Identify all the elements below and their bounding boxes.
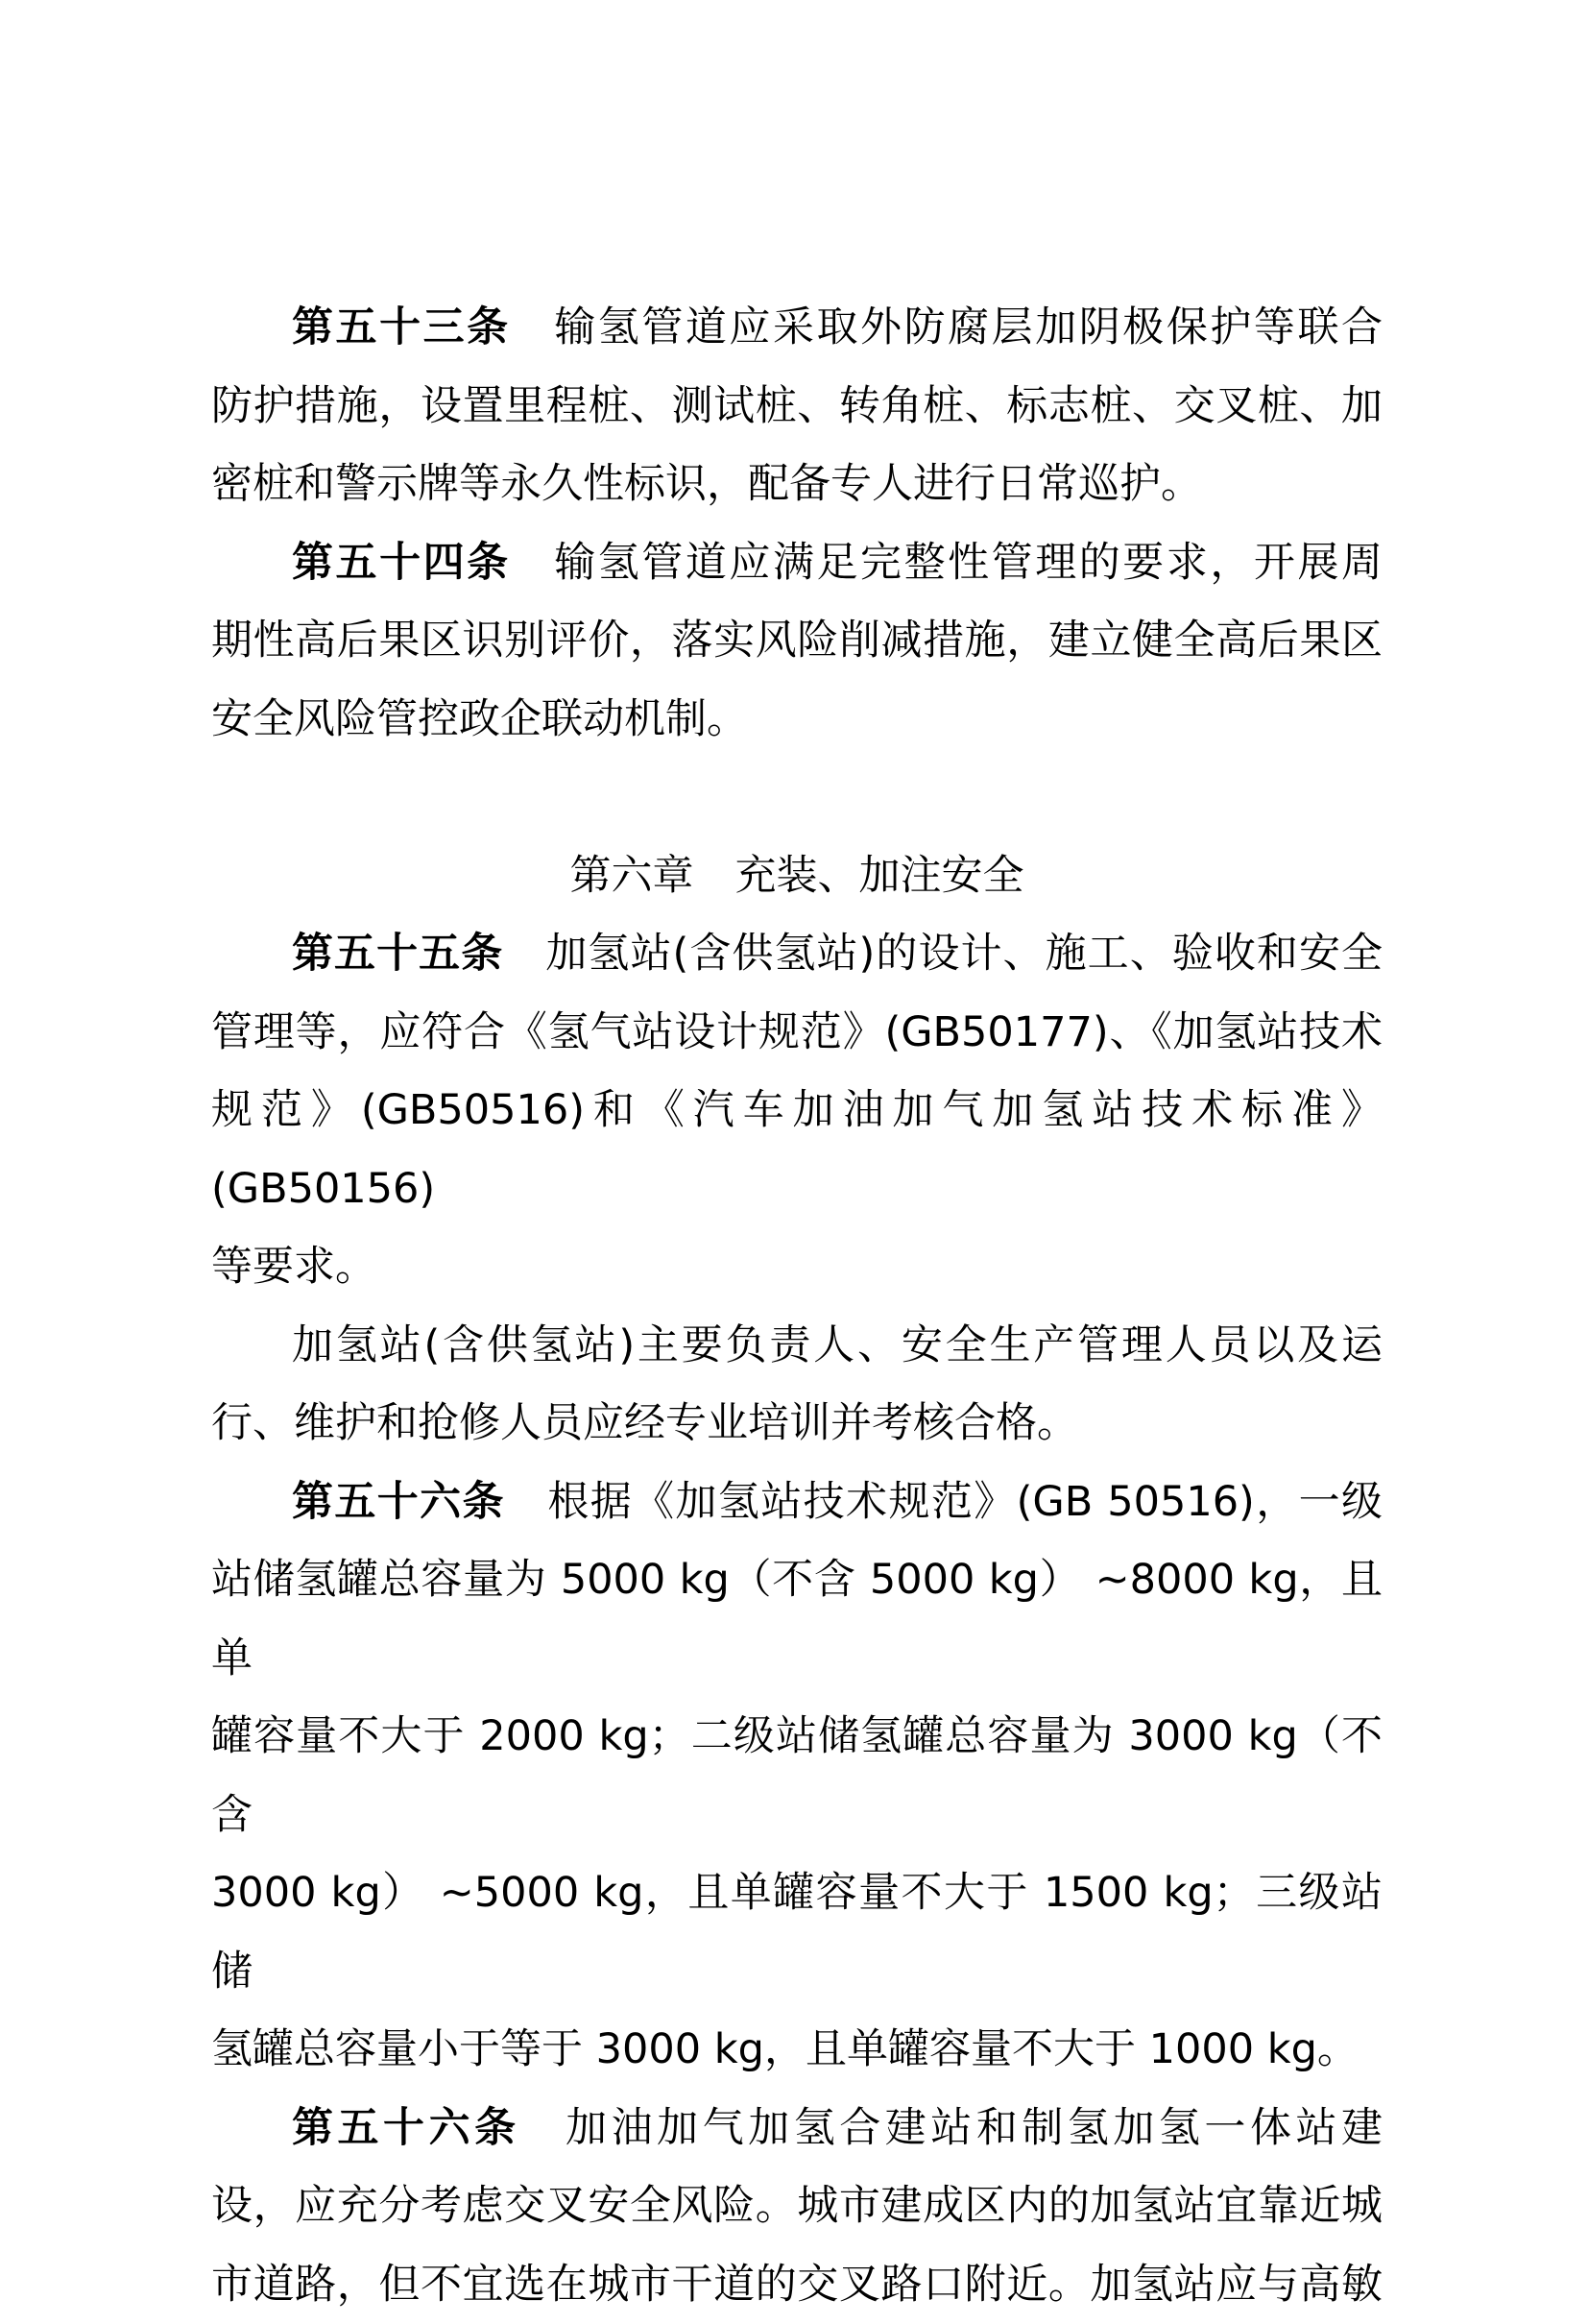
article-56-line-1-text: 根据《加氢站技术规范》(GB 50516)，一级	[505, 1478, 1383, 1526]
article-56b-number: 第五十六条	[292, 2104, 520, 2152]
article-56-number: 第五十六条	[292, 1478, 505, 1526]
article-55-line-1-text: 加氢站(含供氢站)的设计、施工、验收和安全	[503, 930, 1383, 978]
article-53-line-3: 密桩和警示牌等永久性标识，配备专人进行日常巡护。	[211, 446, 1383, 524]
article-54-number: 第五十四条	[292, 539, 511, 587]
article-56-line-3: 罐容量不大于 2000 kg；二级站储氢罐总容量为 3000 kg（不含	[211, 1698, 1383, 1854]
article-55-number: 第五十五条	[292, 930, 503, 978]
article-56b-line-2: 设，应充分考虑交叉安全风险。城市建成区内的加氢站宜靠近城	[211, 2167, 1383, 2246]
blank-line	[211, 759, 1383, 837]
article-55-line-2: 管理等，应符合《氢气站设计规范》(GB50177)、《加氢站技术	[211, 994, 1383, 1073]
article-54-line-3: 安全风险管控政企联动机制。	[211, 681, 1383, 760]
article-55-para-2-line-2: 行、维护和抢修人员应经专业培训并考核合格。	[211, 1385, 1383, 1464]
article-53-line-1	[211, 289, 1383, 368]
chapter-6-heading: 第六章 充装、加注安全	[211, 837, 1383, 916]
article-53-line-2: 防护措施，设置里程桩、测试桩、转角桩、标志桩、交叉桩、加	[211, 368, 1383, 447]
article-53-number: 第五十三条	[292, 303, 511, 351]
article-54-line-2: 期性高后果区识别评价，落实风险削减措施，建立健全高后果区	[211, 602, 1383, 681]
article-56b-line-3: 市道路，但不宜选在城市干道的交叉路口附近。加氢站应与高敏	[211, 2246, 1383, 2324]
article-56-line-2: 站储氢罐总容量为 5000 kg（不含 5000 kg） ~8000 kg，且单	[211, 1541, 1383, 1698]
article-55-line-3: 规范》(GB50516)和《汽车加油加气加氢站技术标准》(GB50156)	[211, 1072, 1383, 1228]
article-55-line-1	[211, 915, 1383, 994]
article-56-line-5: 氢罐总容量小于等于 3000 kg，且单罐容量不大于 1000 kg。	[211, 2011, 1383, 2090]
article-56-line-1	[211, 1464, 1383, 1542]
article-56-line-4: 3000 kg） ~5000 kg，且单罐容量不大于 1500 kg；三级站储	[211, 1854, 1383, 2011]
article-54-line-1	[211, 524, 1383, 603]
article-53-line-1-text: 输氢管道应采取外防腐层加阴极保护等联合	[511, 303, 1383, 351]
article-56b-line-1	[211, 2090, 1383, 2168]
text-block	[211, 289, 1383, 2324]
article-54-line-1-text: 输氢管道应满足完整性管理的要求，开展周	[511, 539, 1383, 587]
article-56b-line-1-text: 加油加气加氢合建站和制氢加氢一体站建	[520, 2104, 1383, 2152]
article-55-line-4: 等要求。	[211, 1228, 1383, 1307]
article-55-para-2-line-1: 加氢站(含供氢站)主要负责人、安全生产管理人员以及运	[211, 1307, 1383, 1386]
